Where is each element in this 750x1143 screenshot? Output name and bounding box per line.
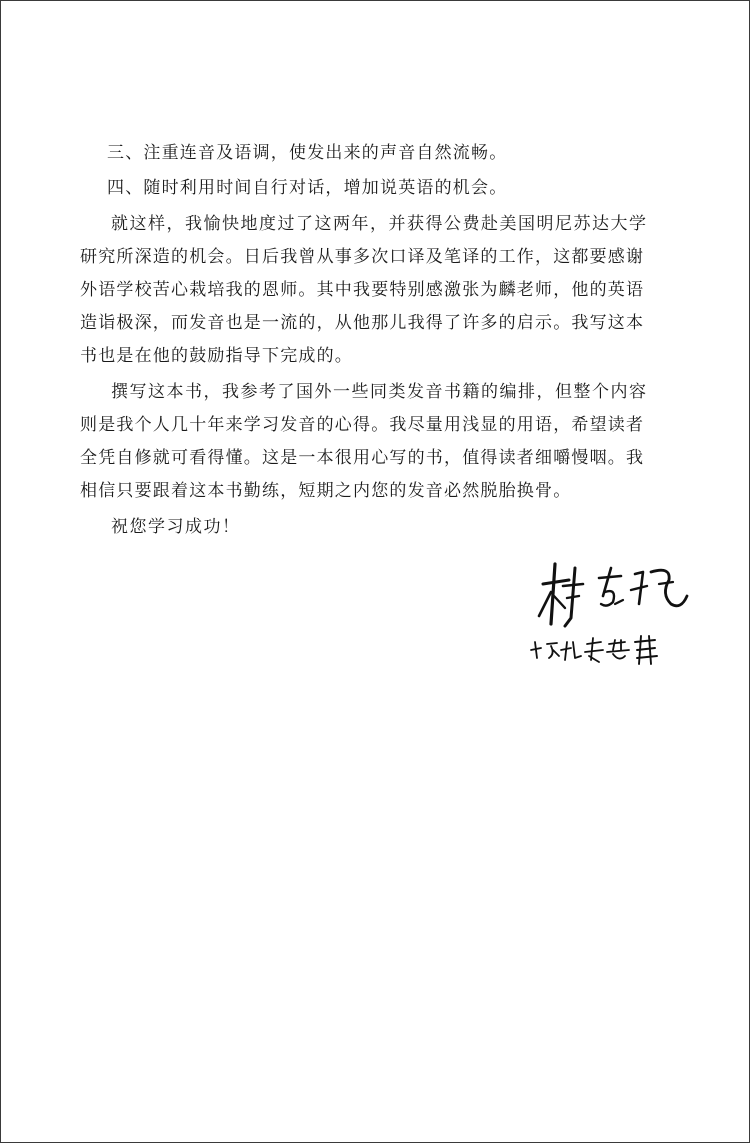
paragraph-2-line-2: 则是我个人几十年来学习发音的心得。我尽量用浅显的用语，希望读者 — [80, 415, 645, 435]
paragraph-2-line-4: 相信只要跟着这本书勤练，短期之内您的发音必然脱胎换骨。 — [80, 481, 572, 501]
tip-item-four: 四、随时利用时间自行对话，增加说英语的机会。 — [107, 178, 508, 198]
tip-item-three: 三、注重连音及语调，使发出来的声音自然流畅。 — [107, 143, 508, 163]
paragraph-2-line-1: 撰写这本书，我参考了国外一些同类发音书籍的编排，但整个内容 — [111, 382, 648, 402]
closing-wish: 祝您学习成功！ — [111, 517, 241, 537]
paragraph-1-line-3: 外语学校苦心栽培我的恩师。其中我要特别感激张为麟老师，他的英语 — [80, 280, 645, 300]
paragraph-1-line-4: 造诣极深，而发音也是一流的，从他那儿我得了许多的启示。我写这本 — [80, 313, 645, 333]
paragraph-1-line-5: 书也是在他的鼓励指导下完成的。 — [80, 346, 353, 366]
paragraph-1-line-1: 就这样，我愉快地度过了这两年，并获得公费赴美国明尼苏达大学 — [111, 214, 648, 234]
paragraph-2-line-3: 全凭自修就可看得懂。这是一本很用心写的书，值得读者细嚼慢咽。我 — [80, 448, 645, 468]
paragraph-1-line-2: 研究所深造的机会。日后我曾从事多次口译及笔译的工作，这都要感谢 — [80, 247, 645, 267]
handwritten-signature — [521, 546, 701, 676]
